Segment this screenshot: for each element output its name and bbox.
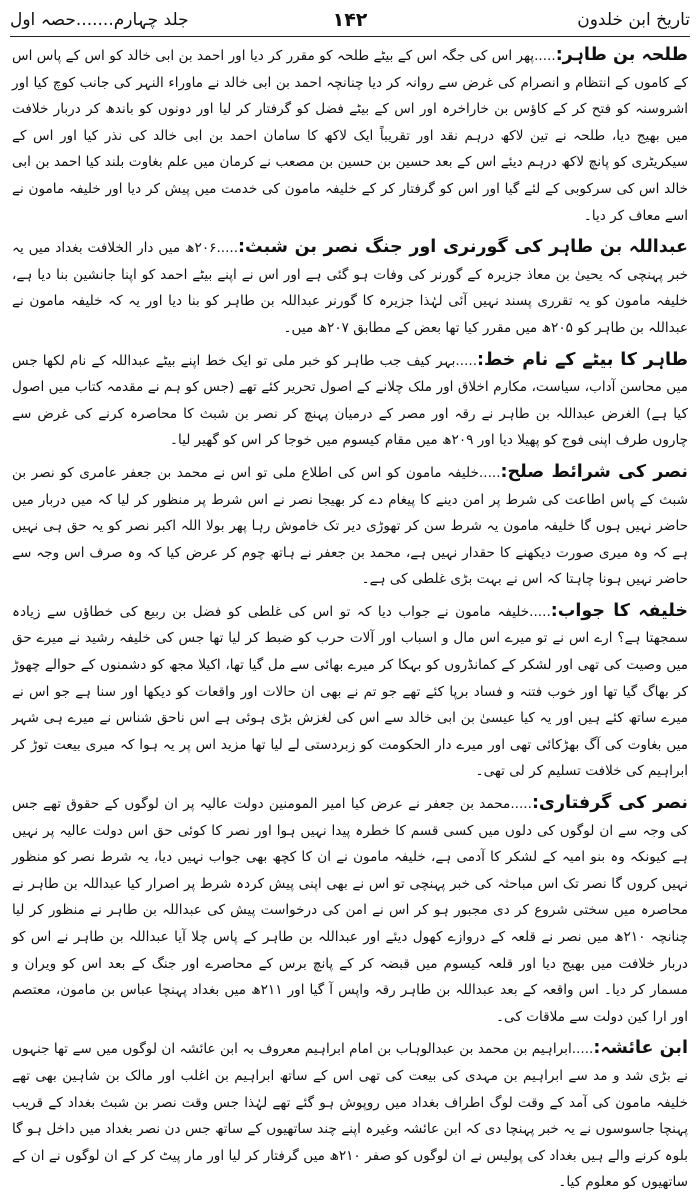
section-heading: نصر کی شرائط صلح: [500,461,688,482]
section-tahir-letter [12,347,688,454]
section-heading: عبداللہ بن طاہر کی گورنری اور جنگ نصر بن شبث: [238,237,688,258]
section-heading: نصر کی گرفتاری: [531,793,688,814]
section-text: .....خلیفہ مامون کو اس کی اطلاع ملی تو اس نے محمد بن جعفر عامری کو نصر بن شبث کے پاس اطاعت کی شرط پر امن دینے کا پیغام دے کر بھیجا نصر نے اس شرط پر منظور کر لیا کہ میں دربار میں حاضر نہیں ہوں گا خلیفہ مامون یہ شرط سن کر تھوڑی دیر تک خاموش رہا پھر بولا اللہ اکبر نصر کو یہ حق ہی نہیں ہے کہ وہ میری صورت دیکھنے کا حقدار نہیں ہے، محمد بن جعفر نے ہاتھ چوم کر عرض کیا کہ وہ صرف اس وجہ سے حاضر نہیں ہونا چاہتا کہ اس نے بہت بڑی غلطی کی ہے۔ [12,464,688,588]
section-nasr-peace-terms [12,459,688,593]
volume-label: جلد چہارم.......حصہ اول [10,10,189,30]
section-heading: خلیفہ کا جواب: [550,600,688,621]
page-body [12,42,689,1191]
section-heading: ابن عائشہ: [593,1038,688,1059]
header-divider [10,36,690,37]
section-text: .....بہر کیف جب طاہر کو خبر ملی تو ایک خط اپنے بیٹے عبداللہ کے نام لکھا جس میں محاسن آداب، سیاست، مکارم اخلاق اور ملک چلانے کے اصول تحریر کئے تھے (جس کو ہم نے مقدمہ کتاب میں اصول کیا ہے) الغرض عبداللہ بن طاہر نے رقہ اور مصر کے درمیان پہنچ کر نصر بن شبث کا محاصرہ کرنے کی غرض سے چاروں طرف اپنی فوج کو پھیلا دیا اور ۲۰۹ھ میں مقام کیسوم میں خوجا کر اس کو گھیر لیا۔ [12,352,688,449]
section-heading: طلحہ بن طاہر: [555,45,688,65]
section-talha-bin-tahir [12,42,688,229]
section-ibn-aisha [12,1035,688,1196]
section-text: .....۲۰۶ھ میں دار الخلافت بغداد میں یہ خبر پہنچی کہ یحییٰ بن معاذ جزیرہ کے گورنر کی وفات ہو گئی ہے اور اس نے اپنے بیٹے احمد کو اپنا جانشین بنا دیا ہے، خلیفہ مامون کو یہ تقرری پسند نہیں آئی لہٰذا جزیرہ کا گورنر عبداللہ بن طاہر کو بنا دیا اور یہ کہ خلیفہ مامون نے عبداللہ بن طاہر کو ۲۰۵ھ میں مقرر کیا تھا بعض کے مطابق ۲۰۷ھ میں۔ [12,240,688,336]
page-number: ۱۴۲ [332,9,368,31]
book-title: تاریخ ابن خلدون [577,10,690,30]
section-nasr-arrest [12,790,688,1030]
page-header [10,6,690,34]
section-heading: طاہر کا بیٹے کے نام خط: [477,349,689,370]
section-text: .....ابراہیم بن محمد بن عبدالوہاب بن امام ابراہیم معروف بہ ابن عائشہ ان لوگوں میں سے تھا جنہوں نے بڑی شد و مد سے ابراہیم بن مہدی کی بیعت کی تھی اس کے ساتھ ابراہیم بن اغلب اور مالک بن شاہین بھی تھے خلیفہ مامون کی آمد کے وقت لوگ اطراف بغداد میں روپوش ہو گئے تھے لہٰذا جس وقت نصر بن شبث بغداد کے قریب پہنچا جاسوسوں نے یہ خبر پہنچا دی کہ ابن عائشہ وغیرہ اپنے چند ساتھیوں کے ساتھ جس دن نصر بغداد میں داخل ہو گا بلوہ کرنے والے ہیں بغداد کی پولیس نے ان لوگوں کو صفر ۲۱۰ھ میں گرفتار کر لیا اور مار پیٹ کر کے ان لوگوں نے ان کے ساتھیوں کو معلوم کیا۔ [12,1041,688,1191]
section-text: .....خلیفہ مامون نے جواب دیا کہ تو اس کی غلطی کو فضل بن ربیع کی خطاؤں سے زیادہ سمجھتا ہے؟ ارے اس نے تو میرے اس مال و اسباب اور آلات حرب کو ضبط کر لیا تھا جس کی خلیفہ رشید نے میرے حق میں وصیت کی تھی اور لشکر کے کمانڈروں کو بہکا کر میرے بھائی سے مل گیا تھا، اکیلا مجھ کو دشمنوں کے حوالے چھوڑ کر بھاگ گیا تھا اور خوب فتنہ و فساد برپا کئے تھے جو تم نے بھی ان حالات اور واقعات کو دیکھا اور سنا ہے جو اس نے میرے ساتھ کئے ہیں اور یہ کیا عیسیٰ بن ابی خالد سے اس کی لغزش بڑی ہوئی ہے اس ناحق شناس نے میرے ہی شہر میں بغاوت کی آگ بھڑکائی تھی اور میرے دار الحکومت کو زبردستی لے لیا تھا مزید اس پر یہ ہوا کہ میری بیعت توڑ کر ابراہیم کی خلافت تسلیم کر لی تھی۔ [12,603,688,780]
section-text: .....پھر اس کی جگہ اس کے بیٹے طلحہ کو مقرر کر دیا اور احمد بن ابی خالد کو اس کے پاس اس کے کاموں کے انتظام و انصرام کی غرض سے روانہ کر دیا چنانچہ احمد بن ابی خالد نے ماوراء النہر کی جانب کوچ کیا اور اشروسنہ کو فتح کر کے کاؤس بن خاراخرہ اور اس کے بیٹے فضل کو گرفتار کر لیا اور دونوں کو باندھ کر دربار خلافت میں بھیج دیا، طلحہ نے تین لاکھ درہم نقد اور تقریباً ایک لاکھ کا سامان احمد بن ابی خالد کی نذر کیا اور اس کے سیکریٹری کو پانچ لاکھ درہم دیئے اس کے بعد حسین بن حسین بن مصعب نے کرمان میں علم بغاوت بلند کیا احمد بن ابی خالد اس کی سرکوبی کے لئے گیا اور اس کو گرفتار کر کے خلیفہ مامون کی خدمت میں پیش کر دیا اور خلیفہ مامون نے اسے معاف کر دیا۔ [12,48,688,224]
section-text: .....محمد بن جعفر نے عرض کیا امیر المومنین دولت عالیہ پر ان لوگوں کے حقوق تھے جس کی وجہ سے ان لوگوں کی دلوں میں کسی قسم کا خطرہ پیدا نہیں ہوا اور نصر کا کوئی حق اس دولت عالیہ پر نہیں ہے کیونکہ وہ بنو امیہ کے لشکر کا آدمی ہے، خلیفہ مامون نے ان کا کچھ بھی جواب نہیں دیا، یہ شرط نصر کو منظور نہیں کروں گا نصر تک اس مباحثہ کی خبر پہنچی تو اس نے بھی اپنی پیش کردہ شرط پر اصرار کیا عبداللہ بن طاہر نے محاصرہ میں سختی شروع کر دی مجبور ہو کر اس نے امن کی درخواست پیش کی عبداللہ بن طاہر نے منظور کر لیا چنانچہ ۲۱۰ھ میں نصر نے قلعہ کے دروازے کھول دیئے اور عبداللہ بن طاہر کے پاس چلا آیا عبداللہ بن طاہر نے اس کو دربار خلافت میں بھیج دیا اور قلعہ کیسوم میں قبضہ کر کے پانچ برس کے محاصرے اور جنگ کے بعد اس کو ویران و مسمار کر دیا۔ اس واقعہ کے بعد عبداللہ بن طاہر رقہ واپس آ گیا اور ۲۱۱ھ میں بغداد پہنچا عباس بن مامون، معتصم اور ارا کین دولت سے ملاقات کی۔ [12,796,689,1025]
section-caliph-reply [12,598,688,785]
section-abdullah-governorship [12,234,688,341]
